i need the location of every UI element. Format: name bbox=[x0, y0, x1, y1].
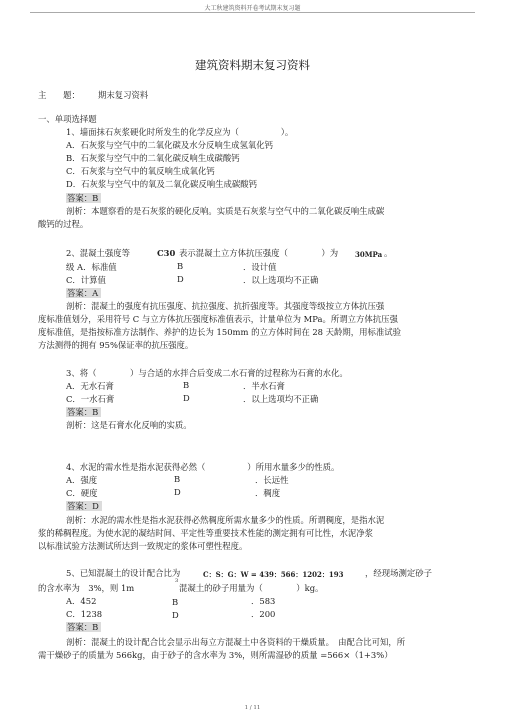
q3-option-b: ．半水石膏 bbox=[243, 381, 285, 391]
subject-label: 主 题： bbox=[38, 90, 80, 100]
q3-option-b-letter: B bbox=[183, 380, 190, 390]
page-number: 1 / 11 bbox=[244, 705, 261, 711]
q4-option-b: ．长远性 bbox=[255, 475, 289, 485]
q2-option-c: C．计算值 bbox=[66, 275, 106, 285]
q2-option-a: 级 A．标准值 bbox=[66, 262, 117, 272]
q2-stem-d: 30MPa bbox=[355, 250, 383, 259]
q2-option-d: ．以上选项均不正确 bbox=[243, 275, 319, 285]
q1-option-d: D．石灰浆与空气中的氧及二氧化碳反响生成碳酸钙 bbox=[66, 179, 257, 189]
q1-option-b: B．石灰浆与空气中的二氧化碳反响生成碳酸钙 bbox=[66, 153, 240, 163]
q3-option-a: A．无水石膏 bbox=[66, 381, 114, 391]
q5-stem-1c: ，经现场测定砂子 bbox=[365, 568, 432, 578]
q5-ratio: C：S：G：W = 439：566：1202：193 bbox=[203, 570, 344, 579]
q4-explanation-3: 以标准试验方法测试所达到一致规定的浆体可塑性程度。 bbox=[38, 541, 248, 551]
q4-answer: 答案：D bbox=[66, 501, 102, 511]
q4-option-b-letter: B bbox=[174, 474, 181, 484]
q5-explanation-1: 剖析：混凝土的设计配合比会显示出每立方混凝土中各资料的干燥质量。 由配合比可知，所 bbox=[66, 637, 406, 647]
q5-stem-1a: 5、已知混凝土的设计配合比为 bbox=[66, 568, 181, 578]
header-divider bbox=[30, 12, 475, 13]
q1-answer: 答案：B bbox=[66, 193, 101, 203]
q4-option-c: C．硬度 bbox=[66, 488, 98, 498]
q1-option-a: A．石灰浆与空气中的二氧化碳及水分反响生成氢氧化钙 bbox=[66, 140, 274, 150]
q3-option-d-letter: D bbox=[183, 393, 190, 403]
q2-stem-c: 表示混凝土立方体抗压强度（ ）为 bbox=[179, 248, 339, 258]
q1-option-c: C．石灰浆与空气中的氧反响生成氧化钙 bbox=[66, 166, 215, 176]
q3-explanation-1: 剖析：这是石膏水化反响的实质。 bbox=[66, 420, 192, 430]
q1-explanation-2: 酸钙的过程。 bbox=[38, 219, 89, 229]
page-header: 大工秋建筑资料开卷考试期末复习题 bbox=[204, 5, 301, 12]
subject-value: 期末复习资料 bbox=[98, 90, 149, 100]
q3-option-d: ．以上选项均不正确 bbox=[243, 394, 319, 404]
q4-option-d-letter: D bbox=[174, 487, 181, 497]
q2-explanation-2: 度标准值划分，采用符号 C 与立方体抗压强度标准值表示，计量单位为 MPa。所谓立方体抗压强 bbox=[38, 314, 398, 324]
q4-option-a: A．强度 bbox=[66, 475, 98, 485]
q4-explanation-2: 浆的稀稠程度。为使水泥的凝结时间、平定性等重要技术性能的测定拥有可比性，水泥净浆 bbox=[38, 528, 373, 538]
q4-explanation-1: 剖析：水泥的需水性是指水泥获得必然稠度所需水量多少的性质。所谓稠度，是指水泥 bbox=[66, 515, 385, 525]
q3-stem: 3、将（ ）与合适的水拌合后变成二水石膏的过程称为石膏的水化。 bbox=[66, 368, 348, 378]
q5-cube-superscript: 3 bbox=[175, 578, 179, 584]
q5-option-d: ．200 bbox=[251, 609, 276, 619]
q2-explanation-4: 方法测得的拥有 95%保证率的抗压强度。 bbox=[38, 340, 194, 350]
q5-answer: 答案：B bbox=[66, 622, 101, 632]
q2-stem-a: 2、混凝土强度等 bbox=[66, 248, 130, 258]
q2-option-d-letter: D bbox=[177, 274, 184, 284]
q2-answer: 答案：A bbox=[66, 288, 101, 298]
q5-option-c: C．1238 bbox=[66, 609, 103, 619]
q5-option-d-letter: D bbox=[172, 610, 179, 620]
q2-stem-e: 。 bbox=[384, 248, 393, 258]
section-heading: 一、单项选择题 bbox=[38, 114, 97, 124]
q2-option-b-letter: B bbox=[177, 261, 184, 271]
q5-stem-2b: 混凝土的砂子用量为（ ）kg。 bbox=[179, 583, 324, 593]
q5-option-a: A．452 bbox=[66, 596, 97, 606]
q1-explanation-1: 剖析：本题察看的是石灰浆的硬化反响。实质是石灰浆与空气中的二氧化碳反响生成碳 bbox=[66, 206, 385, 216]
document-title: 建筑资料期末复习资料 bbox=[195, 58, 310, 72]
q5-option-b: ．583 bbox=[251, 596, 276, 606]
q5-explanation-2: 需干燥砂子的质量为 566kg，由于砂子的含水率为 3%，则所需湿砂的质量 =566×（1+3%） bbox=[38, 650, 393, 660]
q2-option-b: ．设计值 bbox=[243, 262, 277, 272]
q5-option-b-letter: B bbox=[172, 597, 179, 607]
q4-stem: 4、水泥的需水性是指水泥获得必然（ ）所用水量多少的性质。 bbox=[66, 462, 340, 472]
q5-stem-2a: 的含水率为 3%，则 1m bbox=[38, 583, 135, 593]
q2-stem-b: C30 bbox=[157, 248, 176, 258]
q3-answer: 答案：B bbox=[66, 407, 101, 417]
q3-option-c: C．一水石膏 bbox=[66, 394, 115, 404]
q2-explanation-1: 剖析：混凝土的强度有抗压强度、抗拉强度、抗折强度等。其强度等级按立方体抗压强 bbox=[66, 301, 385, 311]
q4-option-d: ．稠度 bbox=[255, 488, 281, 498]
q1-stem: 1、墙面抹石灰浆硬化时所发生的化学反应为（ ）。 bbox=[66, 127, 294, 137]
q2-explanation-3: 度标准值，是指按标准方法制作、养护的边长为 150mm 的立方体时间在 28 天龄期，用标准试验 bbox=[38, 327, 402, 337]
